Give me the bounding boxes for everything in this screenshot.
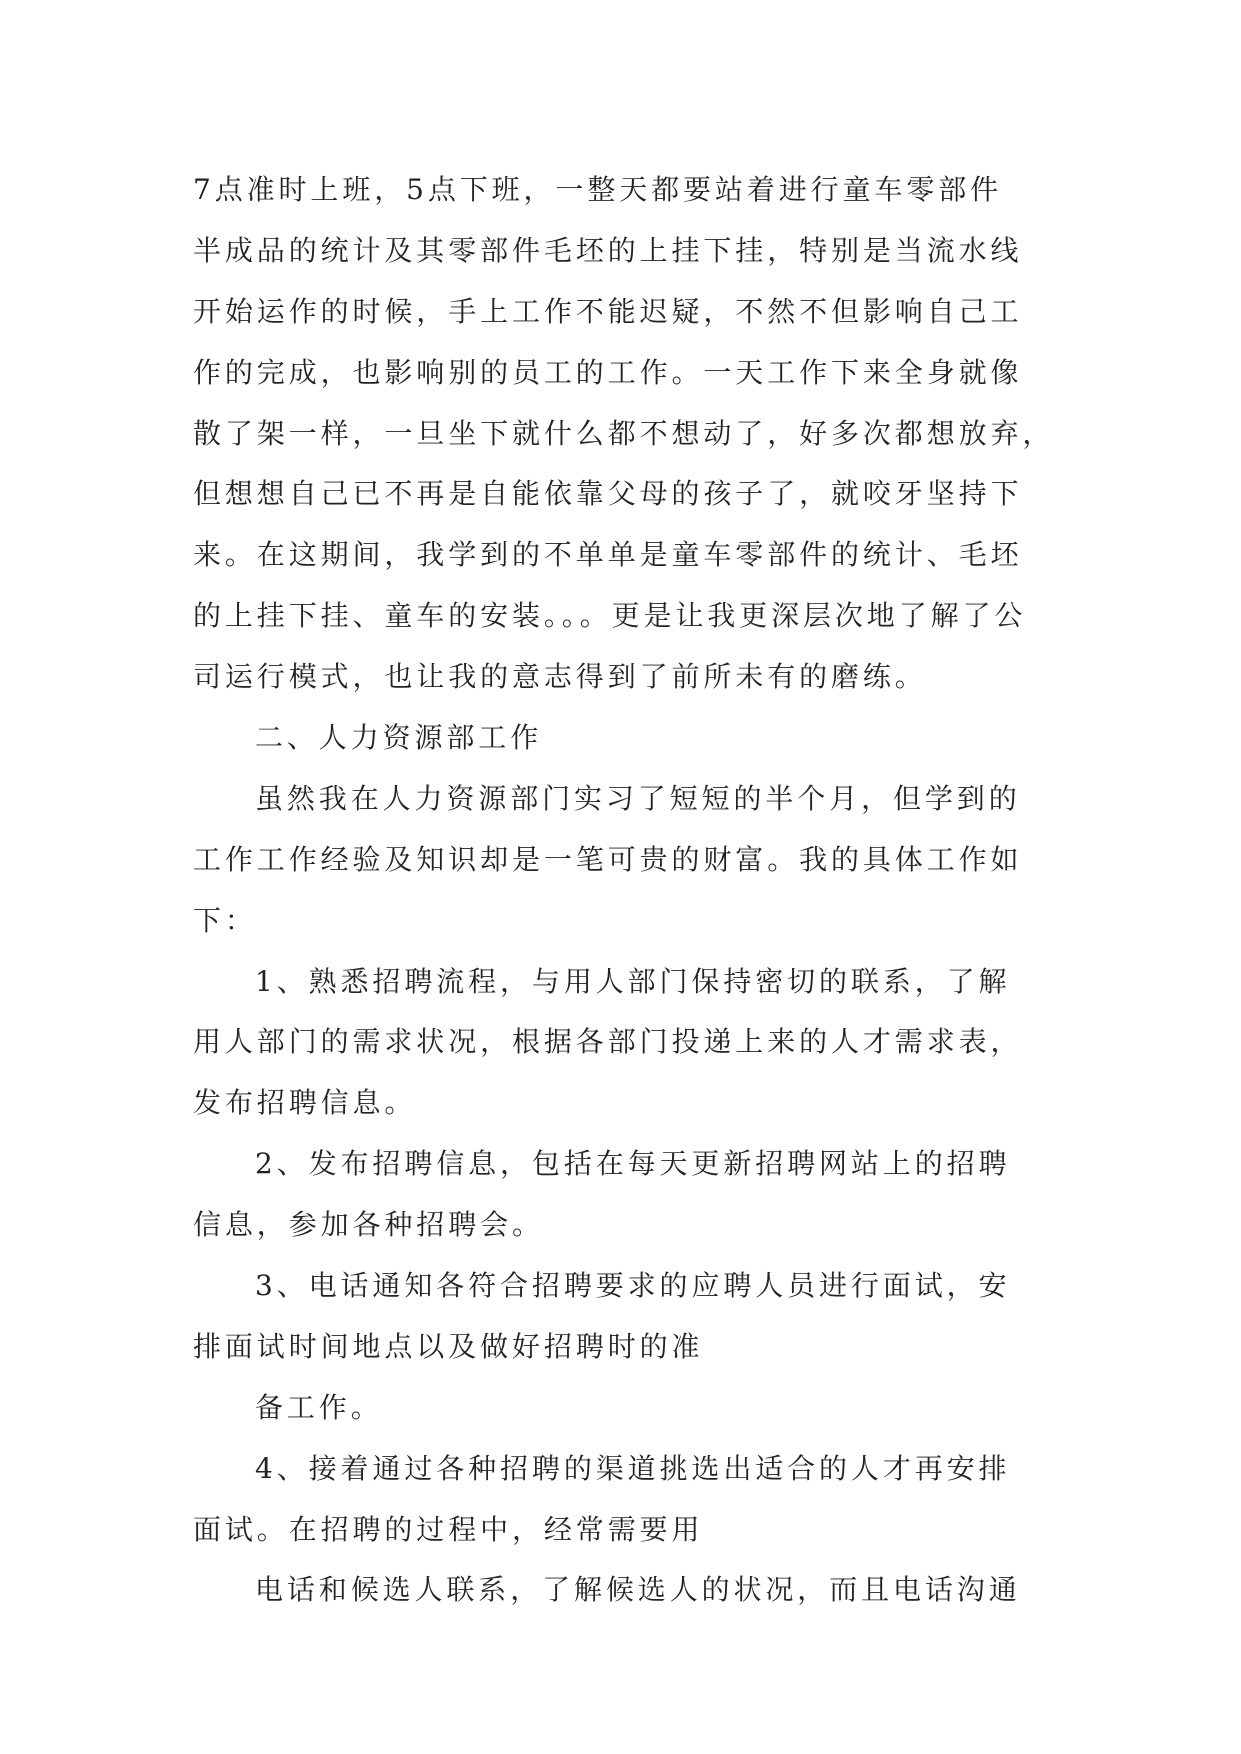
body-text <box>193 160 1053 1621</box>
text-line: 面试。在招聘的过程中，经常需要用 <box>193 1512 704 1546</box>
text-line: 散了架一样，一旦坐下就什么都不想动了，好多次都想放弃， <box>193 416 1055 450</box>
text-line: 虽然我在人力资源部门实习了短短的半个月，但学到的 <box>255 781 1021 815</box>
text-line: 发布招聘信息。 <box>193 1086 417 1120</box>
text-line: 但想想自己已不再是自能依靠父母的孩子了，就咬牙坚持下 <box>193 477 1023 511</box>
text-line: 的上挂下挂、童车的安装。。。更是让我更深层次地了解了公 <box>193 599 1027 633</box>
text-line: 备工作。 <box>255 1390 383 1424</box>
text-line: 排面试时间地点以及做好招聘时的准 <box>193 1329 704 1363</box>
text-line: 半成品的统计及其零部件毛坯的上挂下挂，特别是当流水线 <box>193 233 1023 267</box>
text-line: 开始运作的时候，手上工作不能迟疑，不然不但影响自己工 <box>193 294 1023 328</box>
text-line: 司运行模式，也让我的意志得到了前所未有的磨练。 <box>193 660 927 694</box>
list-item-line: 1、熟悉招聘流程，与用人部门保持密切的联系，了解 <box>255 964 1011 998</box>
list-item-line: 4、接着通过各种招聘的渠道挑选出适合的人才再安排 <box>255 1451 1011 1485</box>
text-line: 信息，参加各种招聘会。 <box>193 1208 544 1242</box>
text-line: 7点准时上班，5点下班，一整天都要站着进行童车零部件 <box>193 173 1003 206</box>
text-line: 来。在这期间，我学到的不单单是童车零部件的统计、毛坯 <box>193 538 1023 572</box>
text-line: 电话和候选人联系，了解候选人的状况，而且电话沟通 <box>255 1573 1021 1607</box>
text-line: 作的完成，也影响别的员工的工作。一天工作下来全身就像 <box>193 355 1023 389</box>
text-line: 下： <box>193 903 257 937</box>
text-line: 用人部门的需求状况，根据各部门投递上来的人才需求表， <box>193 1025 1023 1059</box>
section-heading: 二、人力资源部工作 <box>255 721 543 755</box>
text-line: 工作工作经验及知识却是一笔可贵的财富。我的具体工作如 <box>193 842 1023 876</box>
list-item-line: 2、发布招聘信息，包括在每天更新招聘网站上的招聘 <box>255 1147 1011 1181</box>
list-item-line: 3、电话通知各符合招聘要求的应聘人员进行面试，安 <box>255 1269 1011 1303</box>
